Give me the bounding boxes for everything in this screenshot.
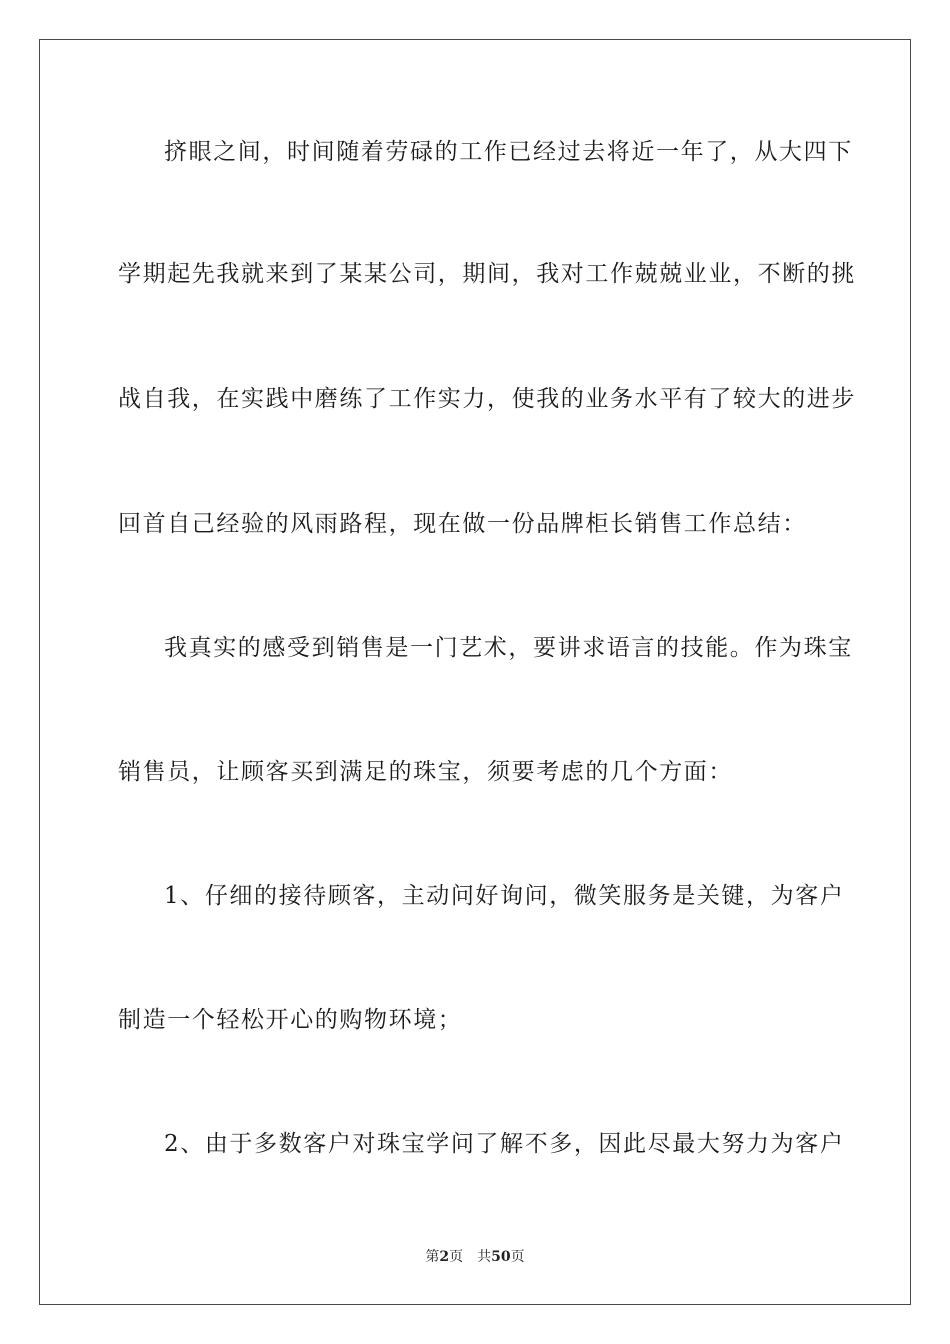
total-prefix: 共 [477,1249,492,1265]
paragraph-line: 战自我，在实践中磨练了工作实力，使我的业务水平有了较大的进步 [118,386,856,412]
paragraph-line: 2、由于多数客户对珠宝学问了解不多，因此尽最大努力为客户 [164,1131,845,1157]
paragraph-line: 学期起先我就来到了某某公司，期间，我对工作兢兢业业，不断的挑 [118,261,856,287]
paragraph-line: 制造一个轻松开心的购物环境； [118,1007,463,1033]
paragraph-line: 1、仔细的接待顾客，主动问好询问，微笑服务是关键，为客户 [164,883,845,909]
page-total: 50 [491,1249,511,1265]
paragraph-line: 我真实的感受到销售是一门艺术，要讲求语言的技能。作为珠宝 [164,635,853,661]
page-current: 2 [439,1249,450,1265]
page-footer [0,1248,950,1266]
total-suffix: 页 [510,1249,525,1265]
paragraph-line: 挤眼之间，时间随着劳碌的工作已经过去将近一年了，从大四下 [164,139,853,165]
page-suffix: 页 [449,1249,464,1265]
page-border [39,39,911,1305]
page-prefix: 第 [425,1249,440,1265]
paragraph-line: 销售员，让顾客买到满足的珠宝，须要考虑的几个方面： [118,759,733,785]
paragraph-line: 回首自己经验的风雨路程，现在做一份品牌柜长销售工作总结： [118,511,807,537]
